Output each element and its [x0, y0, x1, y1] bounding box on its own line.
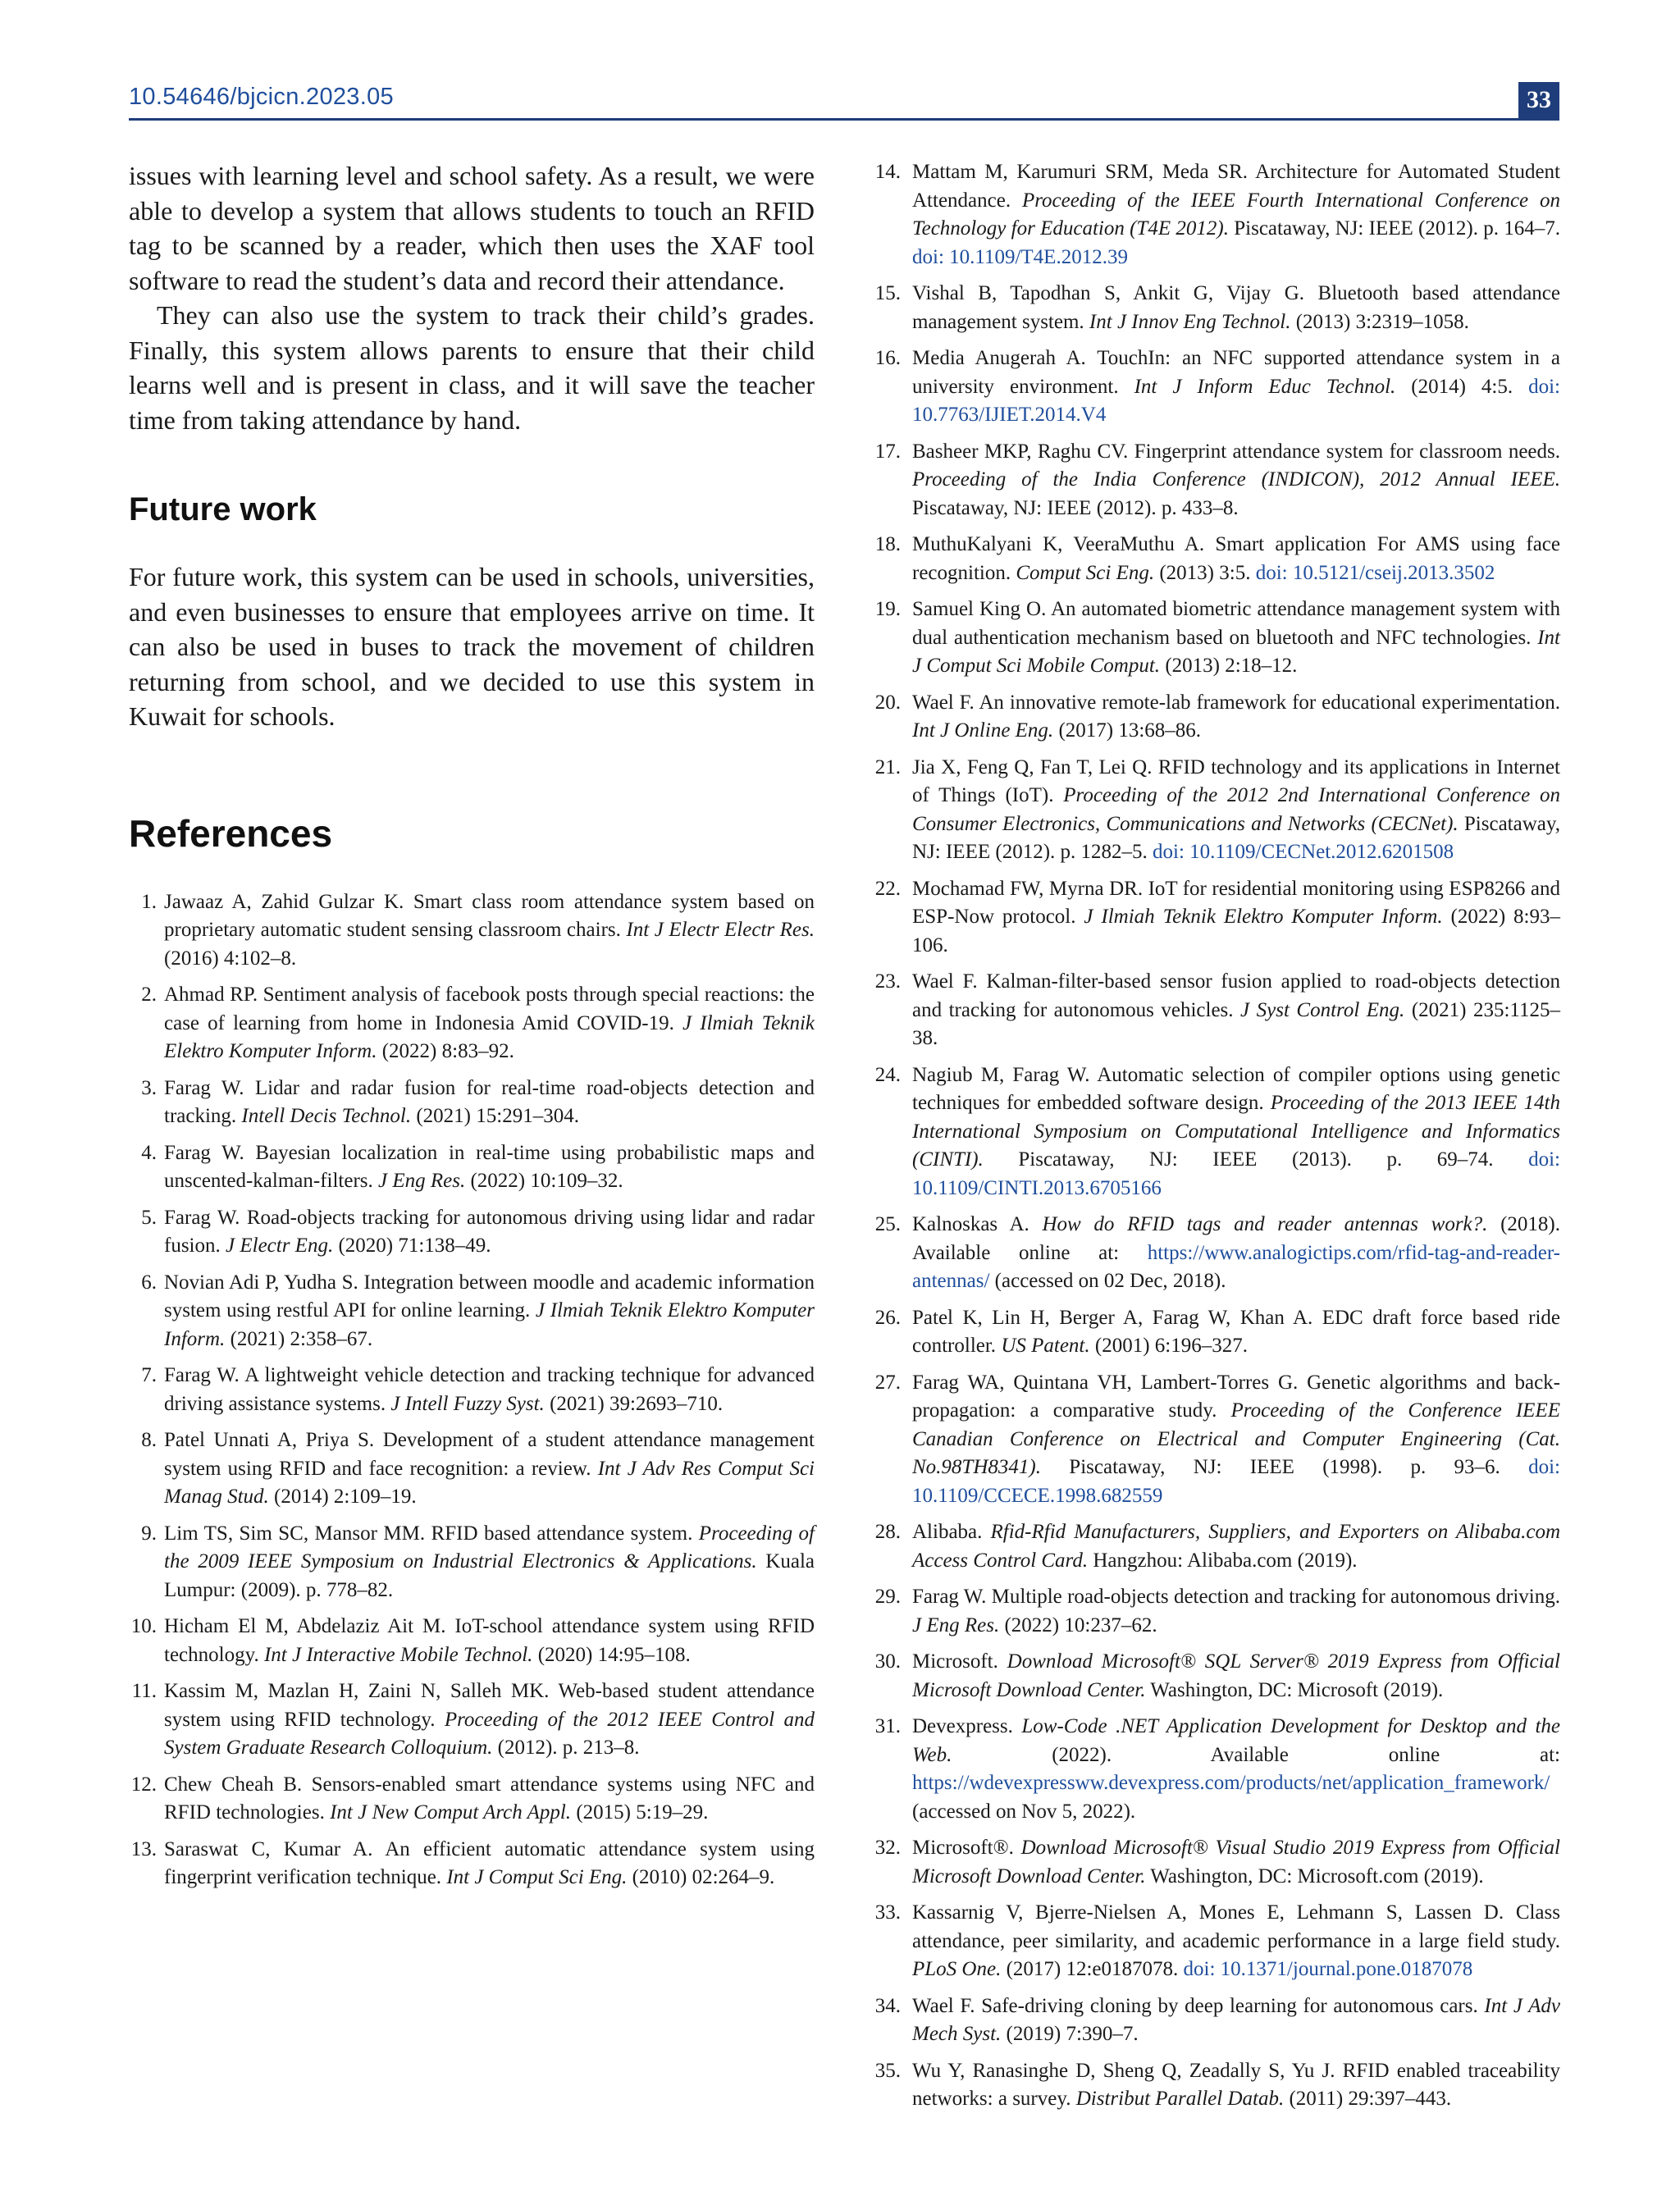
reference-details: (2013) 3:5.	[1154, 561, 1256, 584]
reference-source: Int J New Comput Arch Appl.	[330, 1801, 572, 1823]
reference-authors-title: Wael F. An innovative remote-lab framework for educational experimentation.	[912, 691, 1560, 714]
reference-authors-title: Wael F. Safe-driving cloning by deep learning for autonomous cars.	[912, 1994, 1485, 2017]
reference-details: (2022) 10:109–32.	[465, 1170, 623, 1192]
reference-item	[870, 438, 1560, 523]
reference-source: How do RFID tags and reader antennas work?.	[1042, 1213, 1488, 1235]
reference-item	[870, 875, 1560, 961]
reference-authors-title: Vishal B, Tapodhan S, Ankit G, Vijay G. Bluetooth based attendance management system.	[912, 282, 1560, 333]
reference-source: Rfid-Rfid Manufacturers, Suppliers, and Exporters on Alibaba.com Access Control Card.	[912, 1521, 1560, 1572]
reference-number: 4.	[141, 1141, 157, 1164]
reference-item	[870, 531, 1560, 587]
reference-source: Int J Comput Sci Eng.	[446, 1866, 628, 1888]
reference-authors-title: Novian Adi P, Yudha S. Integration between moodle and academic information system using restful API for online learning.	[164, 1271, 815, 1321]
left-column	[129, 158, 815, 1901]
reference-source: Distribut Parallel Datab.	[1075, 2088, 1285, 2110]
reference-source: Int J Adv Mech Syst.	[912, 1994, 1560, 2045]
reference-number: 12.	[130, 1773, 157, 1796]
reference-authors-title: Saraswat C, Kumar A. An efficient automatic attendance system using fingerprint verification technique.	[164, 1837, 815, 1888]
reference-list-left	[129, 888, 815, 1892]
reference-details: (2020) 14:95–108.	[532, 1643, 691, 1666]
reference-item	[129, 1426, 815, 1512]
reference-item	[870, 1583, 1560, 1640]
reference-source: Proceeding of the 2012 2nd International Conference on Consumer Electronics, Communications and Networks (CECNet).	[912, 784, 1560, 835]
reference-source: Int J Innov Eng Technol.	[1089, 310, 1291, 333]
reference-number: 15.	[874, 282, 901, 304]
reference-source: J Ilmiah Teknik Elektro Komputer Inform.	[164, 1011, 815, 1062]
reference-item	[129, 1520, 815, 1605]
reference-item	[870, 1834, 1560, 1891]
reference-number: 3.	[141, 1076, 157, 1099]
reference-source: Low-Code .NET Application Development for Desktop and the Web.	[912, 1715, 1560, 1766]
reference-details: Piscataway, NJ: IEEE (2012). p. 164–7.	[1228, 217, 1560, 240]
reference-authors-title: Patel Unnati A, Priya S. Development of a student attendance management system using RFID and face recognition: a review.	[164, 1429, 815, 1480]
reference-number: 32.	[874, 1837, 901, 1859]
reference-number: 5.	[141, 1206, 157, 1229]
reference-authors-title: Nagiub M, Farag W. Automatic selection of compiler options using genetic techniques for embedded software design.	[912, 1063, 1560, 1114]
reference-authors-title: Farag WA, Quintana VH, Lambert-Torres G. Genetic algorithms and back-propagation: a comparative study.	[912, 1371, 1560, 1422]
reference-number: 18.	[874, 533, 901, 555]
reference-authors-title: Farag W. A lightweight vehicle detection and tracking technique for advanced driving assistance systems.	[164, 1364, 815, 1415]
reference-authors-title: Patel K, Lin H, Berger A, Farag W, Khan A. EDC draft force based ride controller.	[912, 1306, 1560, 1357]
reference-details: Piscataway, NJ: IEEE (2012). p. 433–8.	[912, 496, 1239, 519]
reference-number: 35.	[874, 2059, 901, 2082]
reference-authors-title: Mochamad FW, Myrna DR. IoT for residential monitoring using ESP8266 and ESP-Now protocol.	[912, 877, 1560, 928]
reference-details: (2017) 13:68–86.	[1053, 719, 1202, 742]
reference-source: Proceeding of the 2013 IEEE 14th International Symposium on Computational Intelligence and Informatics (CINTI).	[912, 1092, 1560, 1171]
reference-number: 16.	[874, 347, 901, 369]
reference-access-note: (accessed on 02 Dec, 2018).	[989, 1270, 1226, 1292]
reference-details: (2020) 71:138–49.	[333, 1235, 491, 1257]
reference-item	[870, 280, 1560, 336]
reference-authors-title: Wael F. Kalman-filter-based sensor fusion applied to road-objects detection and tracking for autonomous vehicles.	[912, 970, 1560, 1021]
reference-source: J Syst Control Eng.	[1240, 998, 1405, 1021]
reference-item	[870, 1518, 1560, 1575]
reference-number: 33.	[874, 1901, 901, 1924]
reference-source: J Eng Res.	[378, 1170, 466, 1192]
reference-number: 6.	[141, 1271, 157, 1294]
reference-source: Proceeding of the India Conference (INDICON), 2012 Annual IEEE.	[912, 468, 1560, 491]
reference-item	[129, 888, 815, 974]
reference-authors-title: Chew Cheah B. Sensors-enabled smart attendance systems using NFC and RFID technologies.	[164, 1773, 815, 1823]
reference-source: Proceeding of the 2012 IEEE Control and System Graduate Research Colloquium.	[164, 1708, 815, 1759]
reference-item	[129, 1836, 815, 1892]
reference-item	[129, 1139, 815, 1196]
reference-item	[870, 1899, 1560, 1984]
reference-number: 9.	[141, 1522, 157, 1545]
reference-access-note: (accessed on Nov 5, 2022).	[912, 1800, 1136, 1823]
reference-authors-title: Farag W. Bayesian localization in real-time using probabilistic maps and unscented-kalman-filters.	[164, 1141, 815, 1192]
reference-details: (2014) 4:5.	[1395, 375, 1529, 398]
reference-number: 29.	[874, 1586, 901, 1608]
reference-authors-title: Kalnoskas A.	[912, 1213, 1043, 1235]
reference-authors-title: Kassim M, Mazlan H, Zaini N, Salleh MK. Web-based student attendance system using RFID technology.	[164, 1680, 815, 1731]
reference-authors-title: Lim TS, Sim SC, Mansor MM. RFID based attendance system.	[164, 1522, 699, 1545]
reference-details: (2022) 8:83–92.	[377, 1040, 514, 1062]
reference-source: Proceeding of the 2009 IEEE Symposium on Industrial Electronics & Applications.	[164, 1522, 815, 1572]
reference-item	[870, 1369, 1560, 1511]
reference-source: Int J Adv Res Comput Sci Manag Stud.	[164, 1457, 815, 1508]
reference-authors-title: Farag W. Lidar and radar fusion for real-time road-objects detection and tracking.	[164, 1076, 815, 1127]
reference-item	[870, 1992, 1560, 2049]
reference-link[interactable]: https://wdevexpressww.devexpress.com/products/net/application_framework/	[912, 1772, 1550, 1794]
reference-source: Download Microsoft® SQL Server® 2019 Express from Official Microsoft Download Center.	[912, 1650, 1560, 1701]
reference-number: 27.	[874, 1371, 901, 1394]
right-column	[870, 158, 1560, 2122]
reference-details: (2017) 12:e0187078.	[1001, 1958, 1184, 1980]
reference-number: 28.	[874, 1521, 901, 1543]
reference-source: Int J Inform Educ Technol.	[1134, 375, 1396, 398]
reference-number: 31.	[874, 1715, 901, 1737]
reference-details: (2014) 2:109–19.	[268, 1486, 417, 1508]
reference-source: J Ilmiah Teknik Elektro Komputer Inform.	[164, 1299, 815, 1350]
reference-authors-title: Jawaaz A, Zahid Gulzar K. Smart class room attendance system based on proprietary automatic student sensing classroom chairs.	[164, 890, 815, 941]
reference-source: Int J Comput Sci Mobile Comput.	[912, 626, 1560, 677]
reference-authors-title: Alibaba.	[912, 1521, 991, 1543]
reference-source: US Patent.	[1001, 1335, 1090, 1357]
reference-details: (2021) 235:1125–38.	[912, 998, 1560, 1049]
body-paragraph: They can also use the system to track their child’s grades. Finally, this system allows parents to ensure that their child learns well and is present in class, and it will save the teacher time from taking attendance by hand.	[129, 300, 815, 435]
section-heading-future-work: Future work	[129, 491, 317, 527]
reference-item	[129, 1613, 815, 1669]
reference-number: 13.	[130, 1837, 157, 1860]
reference-details: Piscataway, NJ: IEEE (1998). p. 93–6.	[1040, 1456, 1529, 1478]
reference-item	[129, 1362, 815, 1418]
reference-item	[129, 1075, 815, 1131]
reference-details: (2021) 2:358–67.	[225, 1327, 373, 1350]
reference-details: Hangzhou: Alibaba.com (2019).	[1088, 1549, 1358, 1572]
article-doi[interactable]: 10.54646/bjcicn.2023.05	[129, 84, 394, 110]
reference-authors-title: Microsoft®.	[912, 1837, 1021, 1859]
body-paragraph: issues with learning level and school safety. As a result, we were able to develop a system that allows students to touch an RFID tag to be scanned by a reader, which then uses the XAF tool software to read the student’s data and record their attendance.	[129, 161, 815, 295]
reference-number: 14.	[874, 161, 901, 183]
reference-details: (2022) 8:93–106.	[912, 906, 1560, 956]
reference-authors-title: MuthuKalyani K, VeeraMuthu A. Smart application For AMS using face recognition.	[912, 533, 1560, 584]
reference-number: 20.	[874, 691, 901, 714]
reference-item	[129, 1269, 815, 1354]
reference-link[interactable]: doi: 10.1109/CCECE.1998.682559	[912, 1456, 1560, 1507]
reference-list-right	[870, 158, 1560, 2114]
reference-item	[870, 754, 1560, 867]
reference-number: 11.	[131, 1680, 157, 1702]
reference-source: Int J Online Eng.	[912, 719, 1054, 742]
page-number: 33	[1518, 82, 1559, 118]
reference-source: Comput Sci Eng.	[1016, 561, 1155, 584]
reference-details: Piscataway, NJ: IEEE (2013). p. 69–74.	[983, 1148, 1529, 1171]
reference-authors-title: Hicham El M, Abdelaziz Ait M. IoT-school attendance system using RFID technology.	[164, 1615, 815, 1666]
reference-authors-title: Wu Y, Ranasinghe D, Sheng Q, Zeadally S, Yu J. RFID enabled traceability networks: a survey.	[912, 2059, 1560, 2110]
reference-item	[870, 345, 1560, 430]
reference-source: J Ilmiah Teknik Elektro Komputer Inform.	[1084, 906, 1443, 928]
reference-item	[870, 596, 1560, 681]
reference-authors-title: Farag W. Road-objects tracking for autonomous driving using lidar and radar fusion.	[164, 1206, 815, 1257]
reference-number: 8.	[141, 1429, 157, 1451]
reference-details: (2010) 02:264–9.	[627, 1866, 775, 1888]
reference-authors-title: Kassarnig V, Bjerre-Nielsen A, Mones E, Lehmann S, Lassen D. Class attendance, peer similarity, and academic performance in a large field study.	[912, 1901, 1560, 1952]
reference-details: (2018). Available online at:	[912, 1213, 1561, 1264]
reference-number: 23.	[874, 970, 901, 993]
reference-details: Washington, DC: Microsoft.com (2019).	[1145, 1865, 1484, 1887]
reference-number: 2.	[141, 984, 157, 1006]
reference-authors-title: Ahmad RP. Sentiment analysis of facebook posts through special reactions: the case of learning from home in Indonesia Amid COVID-19.	[164, 984, 815, 1034]
page-header	[129, 82, 1559, 121]
reference-link[interactable]: doi: 10.5121/cseij.2013.3502	[1255, 561, 1495, 584]
reference-link[interactable]: doi: 10.1371/journal.pone.0187078	[1183, 1958, 1473, 1980]
reference-item	[870, 1713, 1560, 1826]
reference-authors-title: Media Anugerah A. TouchIn: an NFC supported attendance system in a university environment.	[912, 347, 1560, 398]
reference-link[interactable]: doi: 10.1109/CECNet.2012.6201508	[1153, 841, 1454, 863]
reference-link[interactable]: doi: 10.7763/IJIET.2014.V4	[912, 375, 1560, 426]
reference-details: (2013) 3:2319–1058.	[1290, 310, 1469, 333]
reference-number: 21.	[874, 755, 901, 778]
reference-number: 26.	[874, 1306, 901, 1329]
reference-item	[870, 158, 1560, 272]
reference-number: 24.	[874, 1063, 901, 1086]
reference-source: Int J Interactive Mobile Technol.	[263, 1643, 533, 1666]
reference-item	[870, 2057, 1560, 2114]
reference-link[interactable]: https://www.analogictips.com/rfid-tag-and-reader-antennas/	[912, 1241, 1560, 1292]
reference-item	[870, 1304, 1560, 1361]
reference-details: (2022). Available online at:	[952, 1743, 1560, 1766]
reference-details: (2019) 7:390–7.	[1001, 2023, 1139, 2045]
reference-source: Int J Electr Electr Res.	[626, 919, 815, 941]
reference-authors-title: Microsoft.	[912, 1650, 1007, 1673]
reference-link[interactable]: doi: 10.1109/CINTI.2013.6705166	[912, 1148, 1560, 1199]
reference-item	[129, 1677, 815, 1763]
reference-authors-title: Jia X, Feng Q, Fan T, Lei Q. RFID technology and its applications in Internet of Things (IoT).	[912, 755, 1560, 806]
reference-authors-title: Devexpress.	[912, 1715, 1022, 1737]
reference-source: Intell Decis Technol.	[241, 1105, 412, 1127]
reference-details: Piscataway, NJ: IEEE (2012). p. 1282–5.	[912, 812, 1560, 863]
reference-source: Proceeding of the Conference IEEE Canadian Conference on Electrical and Computer Engineering (Cat. No.98TH8341).	[912, 1399, 1560, 1478]
reference-item	[870, 1061, 1560, 1203]
reference-details: (2013) 2:18–12.	[1160, 655, 1298, 677]
reference-source: J Electr Eng.	[226, 1235, 334, 1257]
reference-details: (2021) 15:291–304.	[411, 1105, 579, 1127]
reference-item	[870, 689, 1560, 746]
reference-number: 34.	[874, 1994, 901, 2017]
reference-source: PLoS One.	[912, 1958, 1002, 1980]
reference-number: 7.	[141, 1364, 157, 1386]
future-work-paragraph: For future work, this system can be used in schools, universities, and even businesses to ensure that employees arrive on time. It can also be used in buses to track the movement of children returning from school, and we decided to use this system in Kuwait for schools.	[129, 562, 815, 731]
reference-item	[870, 968, 1560, 1053]
reference-item	[870, 1211, 1560, 1296]
reference-authors-title: Farag W. Multiple road-objects detection and tracking for autonomous driving.	[912, 1586, 1560, 1608]
reference-number: 17.	[874, 440, 901, 463]
reference-details: (2011) 29:397–443.	[1284, 2088, 1452, 2110]
reference-details: (2001) 6:196–327.	[1089, 1335, 1248, 1357]
reference-authors-title: Mattam M, Karumuri SRM, Meda SR. Architecture for Automated Student Attendance.	[912, 161, 1560, 212]
section-heading-references: References	[129, 811, 333, 855]
reference-number: 30.	[874, 1650, 901, 1673]
reference-number: 19.	[874, 598, 901, 620]
reference-item	[129, 1204, 815, 1261]
reference-authors-title: Samuel King O. An automated biometric attendance management system with dual authentication mechanism based on bluetooth and NFC technologies.	[912, 598, 1560, 649]
reference-item	[870, 1648, 1560, 1705]
reference-details: (2021) 39:2693–710.	[544, 1392, 724, 1415]
reference-authors-title: Basheer MKP, Raghu CV. Fingerprint attendance system for classroom needs.	[912, 440, 1560, 463]
reference-source: J Intell Fuzzy Syst.	[390, 1392, 545, 1415]
reference-details: (2016) 4:102–8.	[164, 947, 297, 970]
reference-link[interactable]: doi: 10.1109/T4E.2012.39	[912, 245, 1128, 268]
reference-details: (2022) 10:237–62.	[999, 1613, 1157, 1636]
reference-number: 25.	[874, 1213, 901, 1235]
reference-source: Proceeding of the IEEE Fourth International Conference on Technology for Education (T4E 2012).	[912, 189, 1560, 240]
reference-details: Washington, DC: Microsoft (2019).	[1145, 1678, 1444, 1701]
reference-source: J Eng Res.	[912, 1613, 1000, 1636]
reference-item	[129, 1771, 815, 1828]
reference-source: Download Microsoft® Visual Studio 2019 Express from Official Microsoft Download Center.	[912, 1837, 1560, 1887]
reference-details: (2015) 5:19–29.	[571, 1801, 709, 1823]
reference-item	[129, 981, 815, 1066]
reference-number: 10.	[130, 1615, 157, 1637]
reference-details: (2012). p. 213–8.	[492, 1737, 640, 1759]
reference-number: 1.	[141, 890, 157, 913]
reference-details: Kuala Lumpur: (2009). p. 778–82.	[164, 1550, 815, 1601]
reference-number: 22.	[874, 877, 901, 900]
